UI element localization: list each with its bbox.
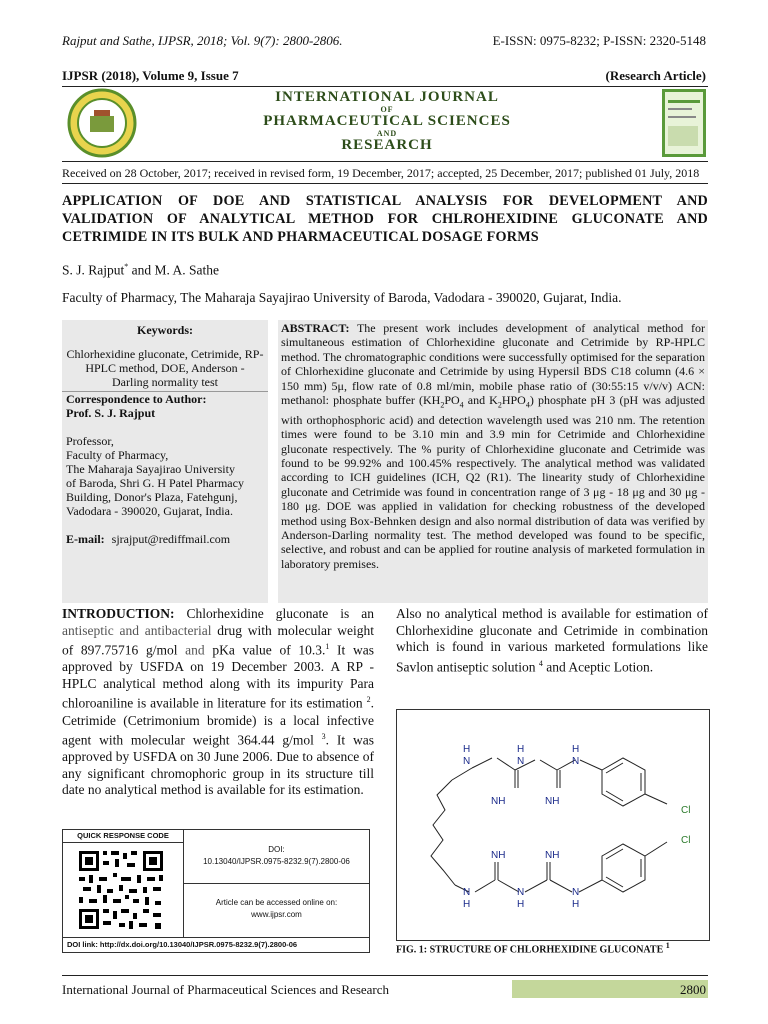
authors (62, 262, 219, 279)
running-citation: Rajput and Sathe, IJPSR, 2018; Vol. 9(7): 2800-2806. (62, 33, 343, 48)
figure-caption (396, 941, 670, 955)
qr-code-icon[interactable] (63, 843, 184, 937)
figure-structure (396, 709, 710, 941)
banner-line3: PHARMACEUTICAL SCIENCES (263, 113, 511, 129)
abstract-text: ) phosphate pH 3 (pH was adjusted with orthophosphoric acid) and detection wavelength used was 210 nm. The retention times were found to be 3.10 min and 3.9 min for Cetrimide and Chlorhexidine gluconate respectively. The % purity of Chlorhexidine gluconate and Cetrimide was found to be 99.92% and 100.45% respectively. The analytical method was validated according to ICH guidelines (ICH, Q2 (R1). The linearity study of Chlorhexidine gluconate and Cetrimide was found in concentration range of 3 μg - 18 μg and 30 μg - 180 μg. DOE was applied in validation for checking robustness of the developed method using Box-Behnken design and also normal distribution of data was verified by Anderson-Darling normality test. The method developed was found to be specific, selective, and robust and can be applied for routine analysis of marketed formulation in laboratory premises. (281, 393, 705, 571)
corr-line: The Maharaja Sayajirao University (66, 462, 235, 476)
abstract-label: ABSTRACT: (281, 321, 350, 335)
access-url[interactable]: www.ijpsr.com (251, 910, 302, 919)
keywords-box (62, 320, 268, 603)
subscript: 2 (440, 400, 445, 410)
keywords-label: Keywords: (137, 323, 193, 337)
atom-label: Cl (681, 805, 691, 816)
chlorhexidine-structure-diagram (397, 710, 709, 940)
intro-text: drug with molecular weight of 897.75716 g/mol (62, 622, 374, 658)
intro-text: It was approved by USFDA on 19 December 2003. A RP - HPLC analytical method along with its impurity Para chloroaniline is available in literature for its estimation (62, 642, 374, 711)
banner-line2: OF (380, 105, 394, 114)
paper-title: APPLICATION OF DOE AND STATISTICAL ANALYSIS FOR DEVELOPMENT AND VALIDATION OF ANALYTICAL METHOD FOR CHLROHEXIDINE GLUCONATE AND CETRIMIDE IN ITS BULK AND PHARMACEUTICAL DOSAGE FORMS (62, 193, 708, 245)
access-label: Article can be accessed online on: (215, 898, 338, 907)
footer-journal: International Journal of Pharmaceutical Sciences and Research (62, 982, 390, 997)
abstract-text: HPO (501, 393, 526, 408)
doi-value[interactable]: 10.13040/IJPSR.0975-8232.9(7).2800-06 (203, 857, 350, 866)
qr-info-box (62, 829, 370, 953)
email-link[interactable]: sjrajput@rediffmail.com (111, 532, 231, 546)
doi-link[interactable]: DOI link: http://dx.doi.org/10.13040/IJPSR.0975-8232.9(7).2800-06 (63, 937, 369, 951)
affiliation: Faculty of Pharmacy, The Maharaja Sayajirao University of Baroda, Vadodara - 390020, Gujarat, India. (62, 290, 622, 305)
reference-mark: 2 (366, 695, 371, 705)
atom-label: NH (491, 850, 506, 861)
banner-line4: AND (376, 129, 398, 138)
intro-text: . It was approved by USFDA on 30 June 2006. Due to absence of any significant chromophoric group in its structure till date no analytical method is available for its estimation. (62, 732, 374, 798)
journal-banner (62, 86, 708, 161)
author-1: S. J. Rajput (62, 262, 125, 278)
received-rule (62, 183, 708, 184)
doi-cell (184, 830, 369, 884)
page-number: 2800 (680, 982, 706, 997)
banner-rule (62, 161, 708, 162)
intro-text: Chlorhexidine gluconate is an (174, 606, 374, 621)
volume-issue: IJPSR (2018), Volume 9, Issue 7 (62, 68, 239, 83)
subscript: 4 (459, 400, 464, 410)
footer-bar (512, 980, 708, 998)
atom-label: NH (491, 796, 506, 807)
introduction (62, 606, 374, 799)
corr-line: Faculty of Pharmacy, (66, 448, 169, 462)
article-type: (Research Article) (605, 68, 706, 83)
atom-label: N (517, 756, 525, 767)
reference-mark: 1 (325, 642, 330, 652)
footer-rule (62, 975, 708, 976)
intro-text: and (185, 642, 205, 658)
atom-label: NH (545, 796, 560, 807)
atom-label: H (463, 899, 471, 910)
intro-link-text[interactable]: antiseptic and antibacterial (62, 622, 212, 638)
issn: E-ISSN: 0975-8232; P-ISSN: 2320-5148 (492, 33, 706, 48)
atom-label: H (463, 744, 471, 755)
atom-label: N (572, 887, 580, 898)
author-rest: and M. A. Sathe (128, 262, 220, 278)
reference-mark: 1 (665, 941, 670, 950)
banner-line1: INTERNATIONAL JOURNAL (275, 89, 499, 105)
atom-label: H (572, 744, 580, 755)
abstract-text: PO (444, 393, 460, 408)
email-label: E-mail: (66, 532, 105, 546)
intro-text: . Cetrimide (Cetrimonium bromide) is a local infective agent with molecular weight 364.44 g/mol (62, 695, 374, 748)
atom-label: N (517, 887, 525, 898)
intro-label: INTRODUCTION: (62, 606, 175, 621)
subscript: 2 (497, 400, 502, 410)
abstract-text: and K (463, 393, 498, 408)
keywords-text: Chlorhexidine gluconate, Cetrimide, RP-HPLC method, DOE, Anderson - Darling normality test (66, 347, 264, 389)
atom-label: H (572, 899, 580, 910)
body-text: Also no analytical method is available for estimation of Chlorhexidine gluconate and Cetrimide in combination which is found in various marketed formulations like Savlon antiseptic solution (396, 606, 708, 675)
subscript: 4 (525, 400, 530, 410)
body-text: and Aceptic Lotion. (542, 659, 654, 675)
atom-label: N (463, 887, 471, 898)
reference-mark: 3 (321, 732, 326, 742)
banner-line5: RESEARCH (341, 137, 433, 153)
atom-label: Cl (681, 835, 691, 846)
correspondence-name: Prof. S. J. Rajput (66, 406, 156, 420)
correspondence-label: Correspondence to Author: (66, 392, 207, 406)
atom-label: H (517, 744, 525, 755)
received-dates: Received on 28 October, 2017; received in revised form, 19 December, 2017; accepted, 25 December, 2017; published 01 July, 2018 (62, 166, 700, 180)
caption-text: FIG. 1: STRUCTURE OF CHLORHEXIDINE GLUCONATE (396, 944, 664, 956)
reference-mark: 4 (538, 658, 543, 668)
corr-line: Building, Donor's Plaza, Fatehgunj, (66, 490, 238, 504)
corr-line: Professor, (66, 434, 114, 448)
corr-line: of Baroda, Shri G. H Patel Pharmacy (66, 476, 244, 490)
atom-label: NH (545, 850, 560, 861)
atom-label: N (572, 756, 580, 767)
corr-line: Vadodara - 390020, Gujarat, India. (66, 504, 233, 518)
corresponding-mark: * (124, 262, 129, 271)
abstract-box (278, 320, 708, 603)
access-cell (184, 884, 369, 937)
atom-label: H (517, 899, 525, 910)
qr-heading: QUICK RESPONSE CODE (63, 830, 184, 843)
atom-label: N (463, 756, 471, 767)
abstract-text: The present work includes development of analytical method for simultaneous estimation of Chlorhexidine gluconate and Cetrimide by RP-HPLC method. The chromatographic conditions were successfully optimised for the separation of Chlorhexidine gluconate and Cetrimide by using Hypersil BDS C18 column (4.6 × 150 mm) 5μ, flow rate of 0.8 ml/min, mobile phase ratio of (30:55:15 v/v/v) ACN: methanol: phosphate buffer (KH (281, 321, 705, 408)
intro-text: pKa value of 10.3. (204, 642, 326, 658)
right-column-text (396, 606, 708, 676)
doi-label: DOI: (268, 845, 285, 854)
